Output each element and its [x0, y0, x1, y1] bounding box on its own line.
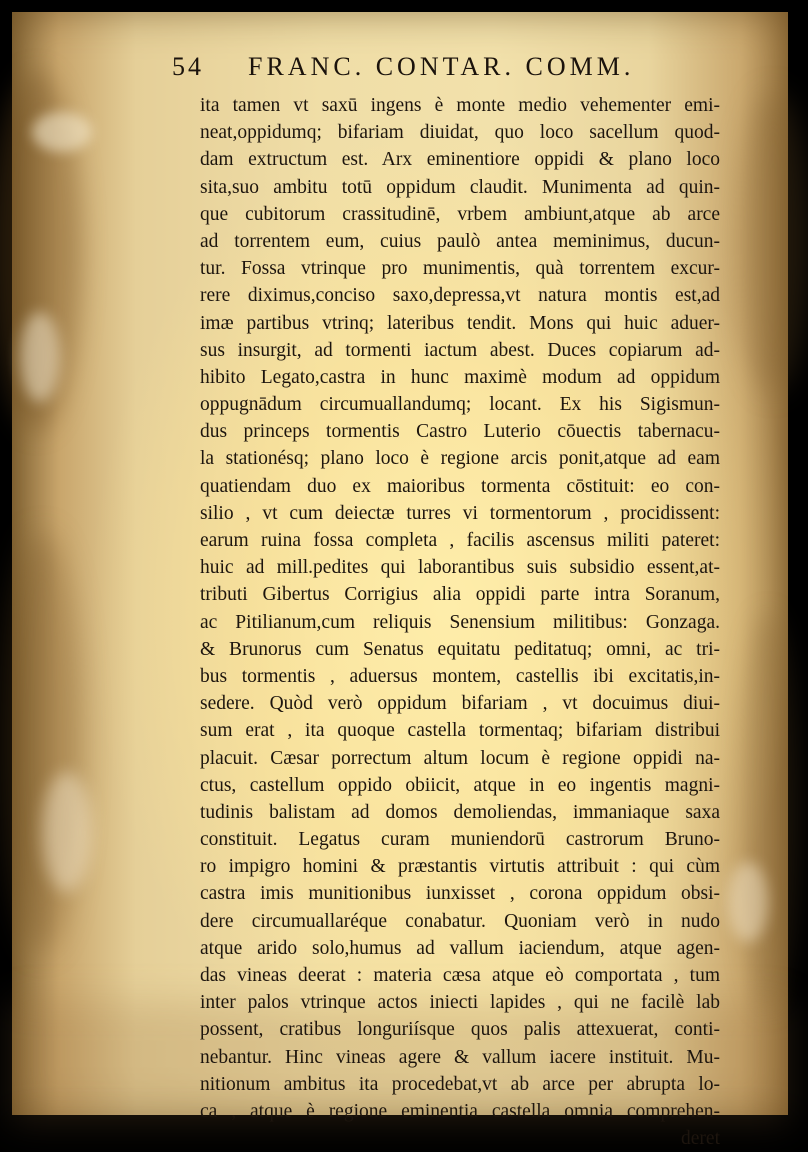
text-line: tudinis balistam ad domos demoliendas, immaniaque saxa [200, 801, 720, 823]
book-page [12, 12, 788, 1150]
foxing-stain [738, 92, 808, 392]
foxing-stain [2, 532, 82, 952]
text-line: hibito Legato,castra in hunc maximè modum ad oppidum [200, 366, 720, 388]
text-line: sedere. Quòd verò oppidum bifariam , vt docuimus diui- [200, 693, 720, 715]
body-text [200, 92, 720, 1152]
text-line: dam extructum est. Arx eminentiore oppidi & plano loco [200, 149, 720, 171]
text-line: quatiendam duo ex maioribus tormenta cōstituit: eo con- [200, 475, 720, 497]
page-header [172, 52, 672, 88]
text-line: ac Pitilianum,cum reliquis Senensium militibus: Gonzaga. [200, 611, 720, 633]
running-title: FRANC. CONTAR. COMM. [248, 52, 635, 81]
text-line: huic ad mill.pedites qui laborantibus suis subsidio essent,at- [200, 557, 720, 579]
text-line: constituit. Legatus curam muniendorū castrorum Bruno- [200, 829, 720, 851]
text-line: ca , atque è regione eminentia castella omnia comprehen- [200, 1100, 720, 1122]
catchword: deret [681, 1128, 720, 1150]
text-line: ad torrentem eum, cuius paulò antea meminimus, ducun- [200, 230, 720, 252]
worn-patch [20, 312, 60, 402]
text-line: rere diximus,conciso saxo,depressa,vt natura montis est,ad [200, 285, 720, 307]
text-line: tur. Fossa vtrinque pro munimentis, quà torrentem excur- [200, 258, 720, 280]
text-line: sita,suo ambitu totū oppidum claudit. Munimenta ad quin- [200, 176, 720, 198]
text-line: nitionum ambitus ita procedebat,vt ab arce per abrupta lo- [200, 1073, 720, 1095]
text-line: placuit. Cæsar porrectum altum locum è regione oppidi na- [200, 747, 720, 769]
text-line: neat,oppidumq; bifariam diuidat, quo loco sacellum quod- [200, 122, 720, 144]
text-line: castra imis munitionibus iunxisset , corona oppidum obsi- [200, 883, 720, 905]
text-line: la stationésq; plano loco è regione arcis ponit,atque ad eam [200, 448, 720, 470]
foxing-stain [0, 72, 82, 432]
text-line: nebantur. Hinc vineas agere & vallum iacere instituit. Mu- [200, 1046, 720, 1068]
text-line: dere circumuallaréque conabatur. Quoniam verò in nudo [200, 910, 720, 932]
text-line: das vineas deerat : materia cæsa atque eò comportata , tum [200, 965, 720, 986]
text-line: earum ruina fossa completa , facilis ascensus militi pateret: [200, 530, 720, 551]
worn-patch [32, 112, 92, 152]
text-line: atque arido solo,humus ad vallum iaciendum, atque agen- [200, 937, 720, 959]
text-line: & Brunorus cum Senatus equitatu peditatuq; omni, ac tri- [200, 638, 720, 660]
text-line: ita tamen vt saxū ingens è monte medio vehementer emi- [200, 95, 720, 116]
text-line: sum erat , ita quoque castella tormentaq; bifariam distribui [200, 720, 720, 742]
worn-patch [728, 862, 768, 942]
text-line: imæ partibus vtrinq; lateribus tendit. Mons qui huic aduer- [200, 312, 720, 334]
text-line: oppugnādum circumuallandumq; locant. Ex his Sigismun- [200, 394, 720, 416]
text-line: possent, cratibus longuriísque quos palis attexuerat, conti- [200, 1019, 720, 1041]
foxing-stain [738, 612, 798, 1012]
text-line: ctus, castellum oppido obiicit, atque in eo ingentis magni- [200, 774, 720, 796]
text-line: silio , vt cum deiectæ turres vi tormentorum , procidissent: [200, 502, 720, 524]
text-line: dus princeps tormentis Castro Luterio cōuectis tabernacu- [200, 421, 720, 443]
text-line: sus insurgit, ad tormenti iactum abest. Duces copiarum ad- [200, 339, 720, 361]
text-line: tributi Gibertus Corrigius alia oppidi parte intra Soranum, [200, 584, 720, 606]
page-number: 54 [172, 52, 204, 81]
text-line: ro impigro homini & præstantis virtutis attribuit : qui cùm [200, 856, 720, 878]
text-line: bus tormentis , aduersus montem, castellis ibi excitatis,in- [200, 665, 720, 687]
text-line: que cubitorum crassitudinē, vrbem ambiunt,atque ab arce [200, 203, 720, 225]
worn-patch [42, 772, 92, 892]
text-line: inter palos vtrinque actos iniecti lapides , qui ne facilè lab [200, 992, 720, 1014]
